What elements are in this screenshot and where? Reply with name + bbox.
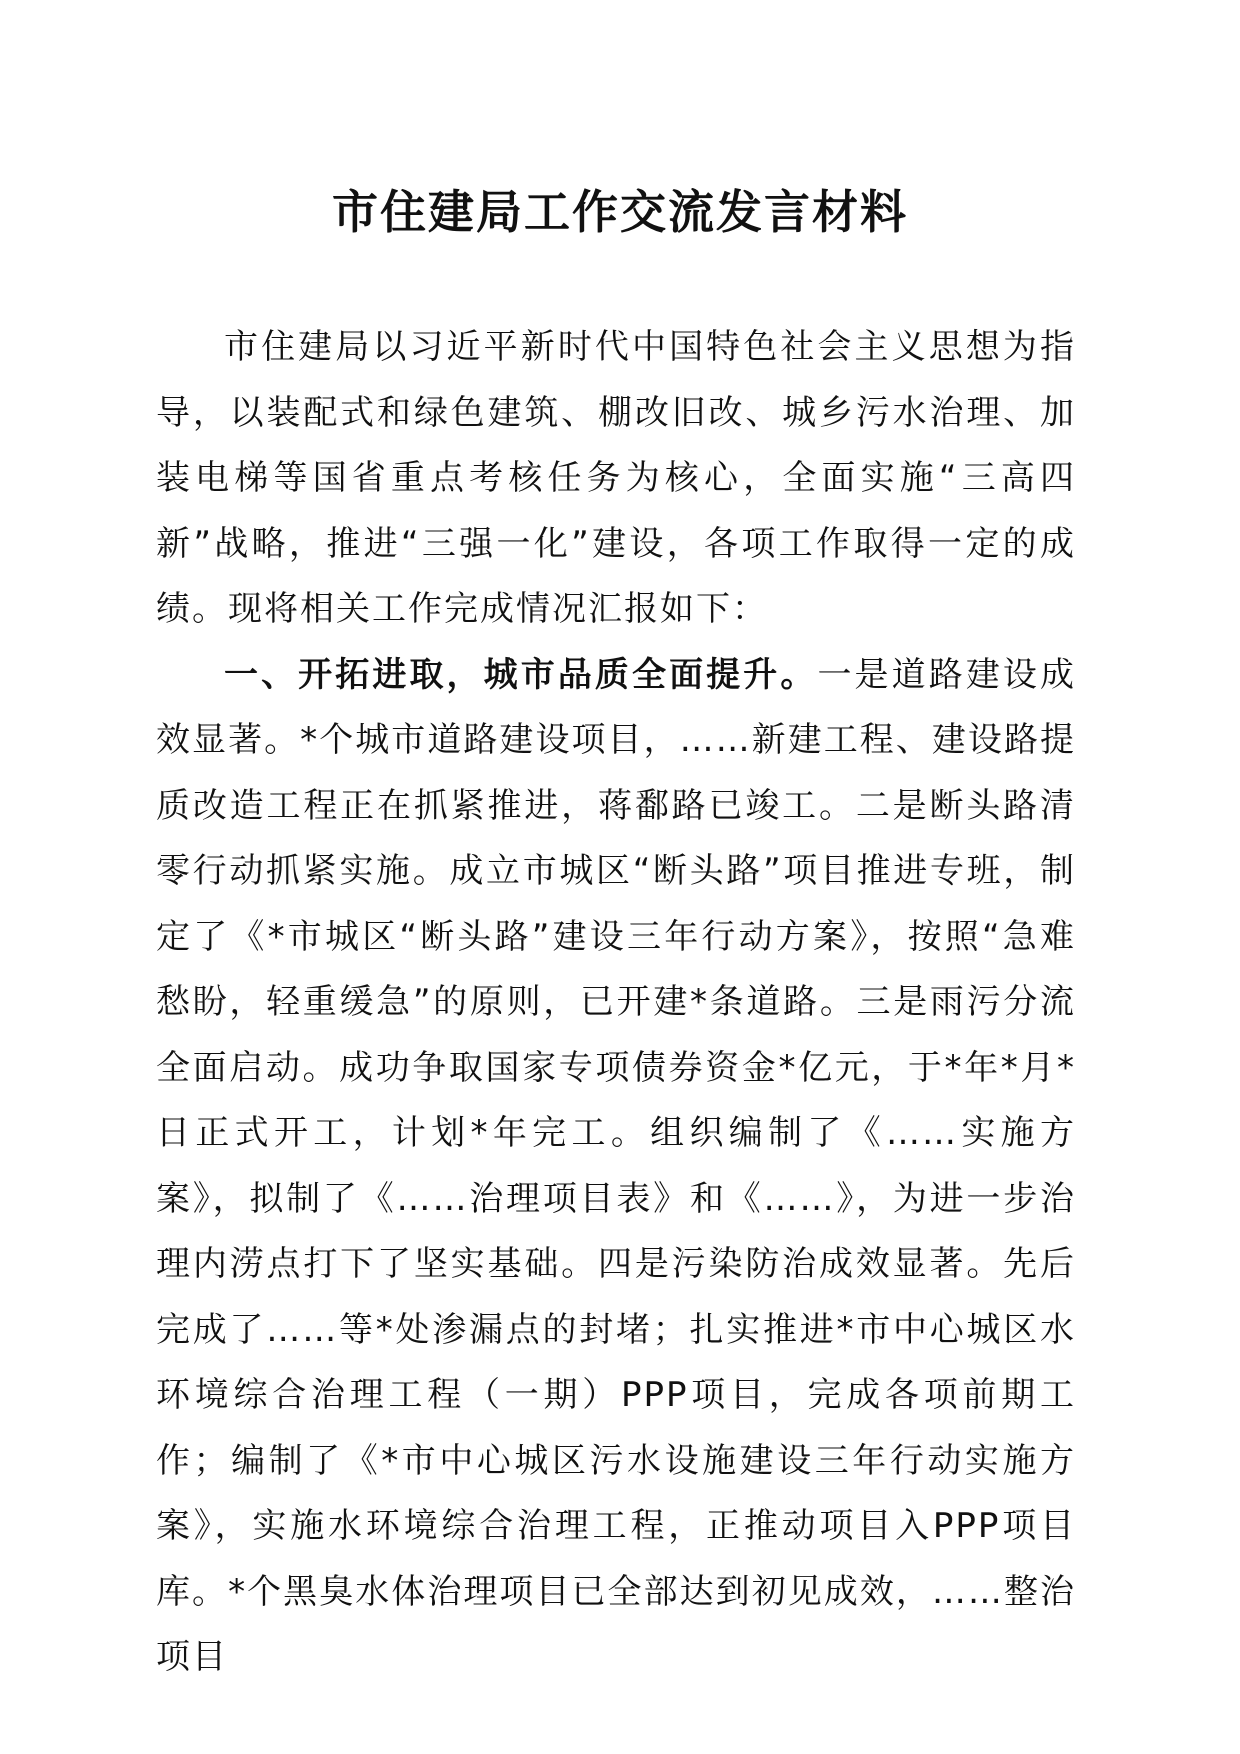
document-title: 市住建局工作交流发言材料 bbox=[332, 185, 908, 239]
document-body bbox=[156, 315, 1076, 1691]
intro-paragraph: 市住建局以习近平新时代中国特色社会主义思想为指导，以装配式和绿色建筑、棚改旧改、城乡污水治理、加装电梯等国省重点考核任务为核心，全面实施“三高四新”战略，推进“三强一化”建设，各项工作取得一定的成绩。现将相关工作完成情况汇报如下： bbox=[156, 327, 1076, 629]
section-1-heading: 一、开拓进取，城市品质全面提升。 bbox=[224, 654, 818, 695]
section-1-paragraph bbox=[156, 643, 1076, 1691]
section-1-body: 一是道路建设成效显著。*个城市道路建设项目，……新建工程、建设路提质改造工程正在抓紧推进，蒋鄱路已竣工。二是断头路清零行动抓紧实施。成立市城区“断头路”项目推进专班，制定了《*市城区“断头路”建设三年行动方案》，按照“急难愁盼，轻重缓急”的原则，已开建*条道路。三是雨污分流全面启动。成功争取国家专项债券资金*亿元，于*年*月*日正式开工，计划*年完工。组织编制了《……实施方案》，拟制了《……治理项目表》和《……》，为进一步治理内涝点打下了坚实基础。四是污染防治成效显著。先后完成了……等*处渗漏点的封堵；扎实推进*市中心城区水环境综合治理工程（一期）PPP项目，完成各项前期工作；编制了《*市中心城区污水设施建设三年行动实施方案》，实施水环境综合治理工程，正推动项目入PPP项目库。*个黑臭水体治理项目已全部达到初见成效，……整治项目 bbox=[156, 654, 1076, 1677]
